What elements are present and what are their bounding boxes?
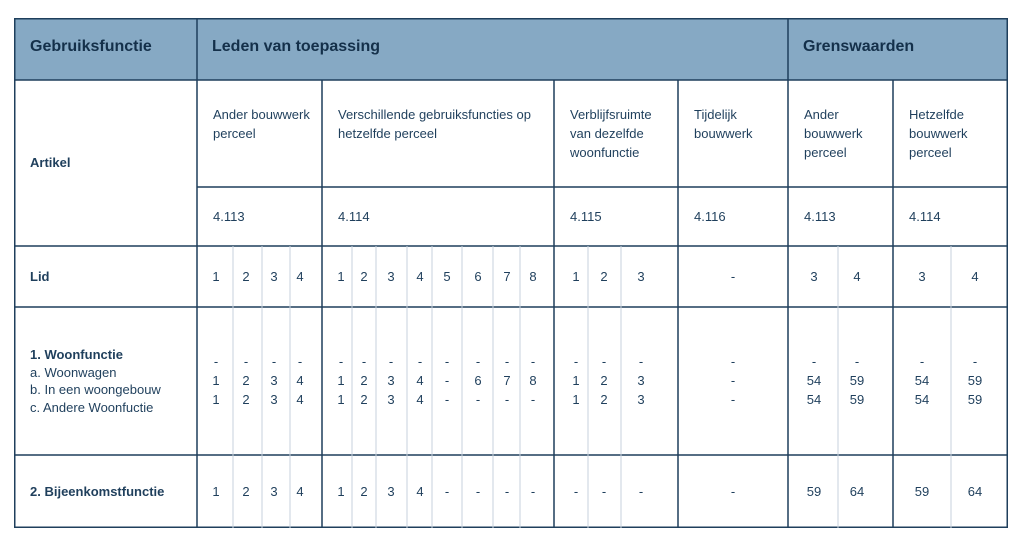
lid-number: 1: [212, 269, 220, 284]
lid-number: 3: [810, 269, 818, 284]
woonfunctie-values: - 54 54: [914, 354, 930, 407]
group-label: Verschillende gebruiksfuncties op hetzelfde perceel: [338, 107, 531, 141]
row-label-bijeenkomst: 2. Bijeenkomstfunctie: [30, 484, 165, 499]
lid-number: 3: [637, 269, 645, 284]
woonfunctie-values: - 6 -: [474, 354, 482, 407]
article-number: 4.113: [804, 209, 836, 224]
woonfunctie-values: - 3 3: [270, 354, 278, 407]
bijeenkomst-value: -: [638, 484, 644, 499]
woonfunctie-values: - 1 1: [212, 354, 220, 407]
bijeenkomst-value: 64: [849, 484, 865, 499]
lid-number: 2: [242, 269, 250, 284]
woonfunctie-values: - 4 4: [416, 354, 424, 407]
woonfunctie-values: - 2 2: [360, 354, 368, 407]
lid-number: 4: [971, 269, 979, 284]
group-label: Tijdelijk bouwwerk: [694, 107, 753, 141]
header-gebruiksfunctie: Gebruiksfunctie: [30, 38, 152, 55]
group-label: Ander bouwwerk perceel: [213, 107, 310, 141]
woonfunctie-values: - 7 -: [503, 354, 511, 407]
lid-number: 4: [416, 269, 424, 284]
bijeenkomst-value: -: [573, 484, 579, 499]
woonfunctie-values: - 1 1: [337, 354, 345, 407]
lid-number: 7: [503, 269, 511, 284]
header-grenswaarden: Grenswaarden: [803, 38, 915, 55]
group-label: Ander bouwwerk perceel: [804, 107, 863, 160]
bijeenkomst-value: -: [504, 484, 510, 499]
lid-number: -: [730, 269, 736, 284]
woonfunctie-values: - 4 4: [296, 354, 304, 407]
lid-number: 2: [360, 269, 368, 284]
bijeenkomst-value: 2: [242, 484, 250, 499]
bijeenkomst-value: 59: [806, 484, 822, 499]
lid-number: 3: [918, 269, 926, 284]
woonfunctie-values: - 59 59: [967, 354, 983, 407]
article-number: 4.114: [909, 209, 941, 224]
lid-number: 1: [572, 269, 580, 284]
bijeenkomst-value: 1: [212, 484, 220, 499]
woonfunctie-values: - 2 2: [242, 354, 250, 407]
row-label-lid: Lid: [30, 269, 50, 284]
bijeenkomst-value: 3: [270, 484, 278, 499]
woonfunctie-values: - 59 59: [849, 354, 865, 407]
lid-number: 1: [337, 269, 345, 284]
bijeenkomst-value: 3: [387, 484, 395, 499]
article-number: 4.115: [570, 209, 602, 224]
lid-number: 6: [474, 269, 482, 284]
woonfunctie-values: - 54 54: [806, 354, 822, 407]
row-sublabel-woonwagen: a. Woonwagen: [30, 365, 117, 380]
bijeenkomst-value: -: [444, 484, 450, 499]
lid-number: 3: [270, 269, 278, 284]
bijeenkomst-value: -: [530, 484, 536, 499]
bijeenkomst-value: 59: [914, 484, 930, 499]
row-sublabel-andere: c. Andere Woonfuctie: [30, 400, 154, 415]
header-leden: Leden van toepassing: [212, 38, 381, 55]
lid-number: 5: [443, 269, 451, 284]
row-label-woonfunctie: 1. Woonfunctie: [30, 347, 123, 362]
group-label: Verblijfsruimte van dezelfde woonfunctie: [570, 107, 652, 160]
bijeenkomst-value: 2: [360, 484, 368, 499]
woonfunctie-values: - 8 -: [529, 354, 537, 407]
bijeenkomst-value: 64: [967, 484, 983, 499]
bijeenkomst-value: 4: [416, 484, 424, 499]
lid-number: 3: [387, 269, 395, 284]
article-number: 4.114: [338, 209, 370, 224]
bijeenkomst-value: -: [475, 484, 481, 499]
row-sublabel-woongebouw: b. In een woongebouw: [30, 382, 161, 397]
row-label-artikel: Artikel: [30, 155, 71, 170]
woonfunctie-values: - 1 1: [572, 354, 580, 407]
group-label: Hetzelfde bouwwerk perceel: [909, 107, 968, 160]
lid-number: 4: [296, 269, 304, 284]
lid-number: 8: [529, 269, 537, 284]
woonfunctie-values: - - -: [444, 354, 450, 407]
bijeenkomst-value: 1: [337, 484, 345, 499]
woonfunctie-values: - 3 3: [387, 354, 395, 407]
article-number: 4.113: [213, 209, 245, 224]
woonfunctie-values: - 3 3: [637, 354, 645, 407]
lid-number: 4: [853, 269, 861, 284]
woonfunctie-values: - 2 2: [600, 354, 608, 407]
lid-number: 2: [600, 269, 608, 284]
bijeenkomst-value: -: [601, 484, 607, 499]
bijeenkomst-value: -: [730, 484, 736, 499]
woonfunctie-values: - - -: [730, 354, 736, 407]
bijeenkomst-value: 4: [296, 484, 304, 499]
article-number: 4.116: [694, 209, 726, 224]
